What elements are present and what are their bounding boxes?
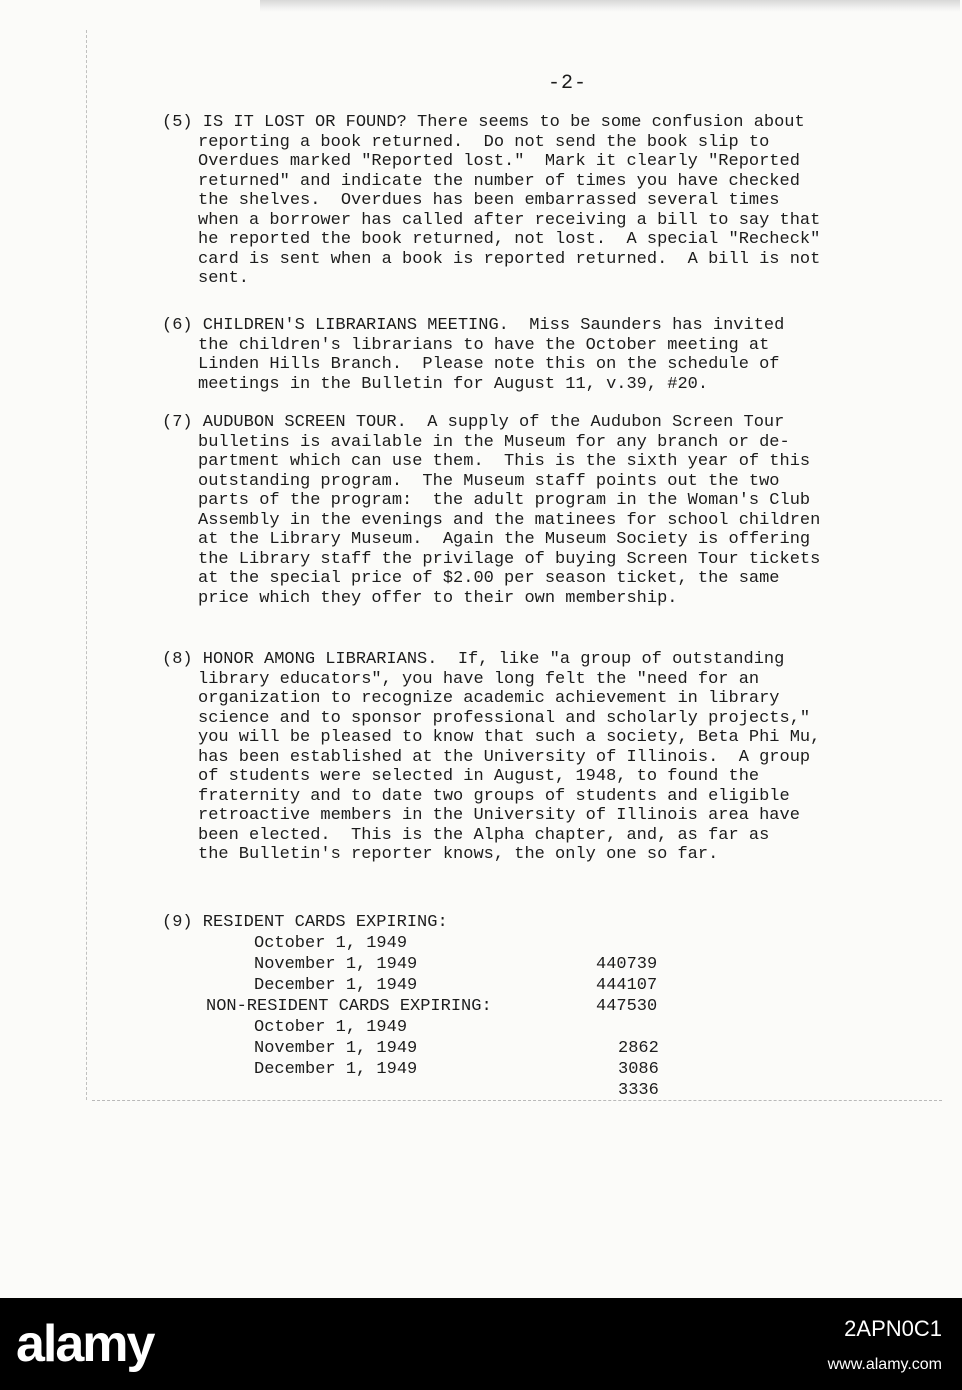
- scan-shadow: [260, 0, 960, 12]
- item-line: organization to recognize academic achievement in library: [198, 689, 780, 708]
- image-code: 2APN0C1: [844, 1316, 942, 1341]
- item-line: of students were selected in August, 1948, to found the: [198, 767, 760, 786]
- page-number: -2-: [548, 72, 588, 95]
- alamy-logo: alamy: [16, 1315, 154, 1373]
- item-line: reporting a book returned. Do not send the book slip to: [198, 132, 770, 152]
- item-line: Overdues marked "Reported lost." Mark it clearly "Reported: [198, 152, 800, 171]
- expiring-cards-table: [162, 891, 762, 1100]
- item-lost-or-found: [162, 113, 952, 289]
- item-line: Linden Hills Branch. Please note this on the schedule of: [198, 355, 780, 374]
- expiry-date: October 1, 1949: [254, 934, 408, 953]
- item-line: (8) HONOR AMONG LIBRARIANS. If, like "a group of outstanding: [162, 650, 785, 669]
- card-number: 444107: [596, 976, 658, 995]
- item-line: outstanding program. The Museum staff points out the two: [198, 471, 780, 491]
- page-left-edge: [86, 30, 89, 1100]
- item-line: you will be pleased to know that such a society, Beta Phi Mu,: [198, 728, 821, 747]
- expiry-date: November 1, 1949: [254, 1039, 418, 1058]
- item-line: when a borrower has called after receiving a bill to say that: [198, 210, 821, 230]
- item-line: science and to sponsor professional and scholarly projects,": [198, 708, 811, 728]
- item-line: price which they offer to their own membership.: [198, 588, 678, 608]
- item-line: been elected. This is the Alpha chapter, and, as far as: [198, 825, 770, 845]
- item-line: library educators", you have long felt the "need for an: [198, 669, 760, 689]
- item-line: returned" and indicate the number of times you have checked: [198, 171, 800, 191]
- item-line: he reported the book returned, not lost. A special "Recheck": [198, 230, 821, 249]
- item-line: the Bulletin's reporter knows, the only one so far.: [198, 845, 719, 864]
- expiry-date: October 1, 1949: [254, 1018, 408, 1037]
- item-line: at the special price of $2.00 per season ticket, the same: [198, 569, 780, 588]
- item-line: (7) AUDUBON SCREEN TOUR. A supply of the Audubon Screen Tour: [162, 413, 785, 432]
- card-number: 440739: [596, 955, 658, 974]
- item-audubon-screen-tour: [162, 413, 952, 608]
- table-heading-row: [162, 891, 762, 932]
- item-line: partment which can use them. This is the sixth year of this: [198, 452, 811, 471]
- item-line: retroactive members in the University of Illinois area have: [198, 806, 800, 825]
- item-line: at the Library Museum. Again the Museum Society is offering: [198, 530, 811, 549]
- item-line: parts of the program: the adult program in the Woman's Club: [198, 491, 811, 510]
- card-number: 2862: [618, 1039, 659, 1058]
- item-line: bulletins is available in the Museum for any branch or de-: [198, 432, 790, 452]
- item-line: the children's librarians to have the October meeting at: [198, 335, 770, 355]
- item-line: card is sent when a book is reported returned. A bill is not: [198, 249, 821, 269]
- nonresident-cards-heading: NON-RESIDENT CARDS EXPIRING:: [206, 997, 492, 1016]
- expiry-date: December 1, 1949: [254, 1060, 418, 1079]
- watermark-banner: [0, 1298, 962, 1390]
- item-line: (6) CHILDREN'S LIBRARIANS MEETING. Miss Saunders has invited: [162, 316, 785, 335]
- item-line: has been established at the University of Illinois. A group: [198, 747, 811, 767]
- resident-cards-heading: (9) RESIDENT CARDS EXPIRING:: [162, 913, 448, 932]
- expiry-date: December 1, 1949: [254, 976, 418, 995]
- page-bottom-rule: [92, 1100, 942, 1101]
- item-line: the Library staff the privilage of buying Screen Tour tickets: [198, 549, 821, 569]
- item-line: Assembly in the evenings and the matinees for school children: [198, 510, 821, 530]
- item-line: (5) IS IT LOST OR FOUND? There seems to be some confusion about: [162, 113, 805, 132]
- card-number: 447530: [596, 997, 658, 1016]
- item-line: meetings in the Bulletin for August 11, v.39, #20.: [198, 374, 709, 394]
- watermark-url: www.alamy.com: [827, 1356, 942, 1373]
- card-number: 3336: [618, 1081, 659, 1100]
- item-childrens-librarians-meeting: [162, 316, 952, 394]
- item-line: fraternity and to date two groups of students and eligible: [198, 786, 790, 806]
- item-honor-among-librarians: [162, 650, 952, 865]
- item-line: the shelves. Overdues has been embarrassed several times: [198, 191, 780, 210]
- card-number: 3086: [618, 1060, 659, 1079]
- expiry-date: November 1, 1949: [254, 955, 418, 974]
- item-line: sent.: [198, 269, 250, 288]
